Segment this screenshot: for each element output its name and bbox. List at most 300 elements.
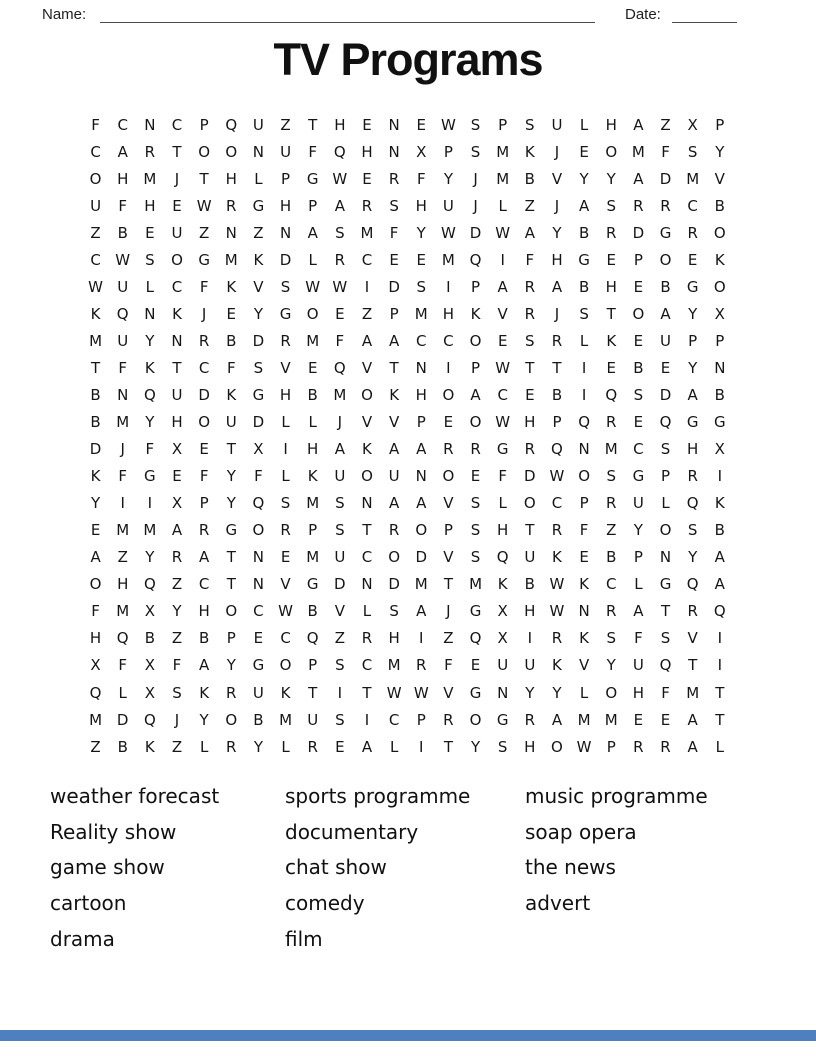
- grid-cell: K: [253, 250, 264, 269]
- grid-cell: M: [306, 331, 320, 350]
- grid-cell: K: [90, 467, 101, 486]
- grid-cell: G: [225, 521, 238, 540]
- grid-cell: T: [715, 683, 725, 702]
- grid-cell: C: [633, 440, 644, 459]
- word-item: advert: [525, 891, 591, 916]
- grid-cell: V: [280, 358, 291, 377]
- grid-cell: T: [443, 575, 453, 594]
- grid-cell: J: [554, 142, 560, 161]
- grid-cell: G: [144, 467, 156, 486]
- grid-cell: J: [473, 169, 478, 188]
- grid-cell: Z: [606, 521, 617, 540]
- grid-cell: U: [524, 656, 536, 675]
- grid-cell: R: [524, 304, 536, 323]
- grid-cell: A: [524, 223, 535, 242]
- grid-cell: P: [715, 115, 725, 134]
- grid-cell: A: [687, 737, 698, 756]
- grid-cell: L: [199, 737, 209, 756]
- grid-cell: P: [281, 169, 291, 188]
- grid-cell: I: [581, 358, 587, 377]
- grid-cell: I: [500, 250, 505, 269]
- grid-cell: X: [416, 142, 427, 161]
- grid-cell: Y: [606, 656, 616, 675]
- grid-cell: L: [362, 602, 372, 621]
- grid-cell: A: [687, 710, 698, 729]
- grid-cell: H: [497, 521, 509, 540]
- grid-cell: D: [388, 575, 400, 594]
- grid-cell: P: [633, 548, 643, 567]
- grid-cell: Q: [143, 385, 156, 404]
- grid-cell: B: [90, 413, 101, 432]
- grid-cell: H: [551, 250, 563, 269]
- grid-cell: S: [687, 521, 698, 540]
- grid-cell: O: [713, 223, 726, 242]
- grid-cell: F: [525, 250, 535, 269]
- grid-cell: O: [469, 413, 482, 432]
- word-item: comedy: [285, 891, 365, 916]
- grid-cell: V: [361, 358, 373, 377]
- grid-cell: K: [552, 656, 562, 675]
- grid-cell: G: [659, 223, 672, 242]
- grid-cell: P: [552, 413, 562, 432]
- grid-cell: E: [443, 413, 454, 432]
- grid-cell: H: [334, 115, 346, 134]
- grid-cell: C: [551, 494, 563, 513]
- grid-cell: R: [687, 223, 698, 242]
- grid-cell: M: [577, 710, 591, 729]
- grid-cell: W: [413, 683, 429, 702]
- grid-cell: B: [606, 548, 617, 567]
- grid-cell: C: [198, 358, 210, 377]
- grid-cell: A: [307, 223, 318, 242]
- grid-cell: Z: [198, 223, 210, 242]
- grid-cell: M: [604, 440, 618, 459]
- grid-cell: V: [443, 494, 454, 513]
- grid-cell: H: [442, 304, 455, 323]
- grid-cell: H: [198, 602, 210, 621]
- grid-cell: F: [634, 629, 643, 648]
- grid-cell: P: [688, 331, 698, 350]
- grid-cell: X: [714, 440, 725, 459]
- grid-cell: D: [388, 277, 400, 296]
- grid-cell: H: [605, 277, 617, 296]
- grid-cell: L: [118, 683, 127, 702]
- grid-cell: R: [443, 440, 454, 459]
- grid-cell: O: [225, 602, 238, 621]
- grid-cell: H: [89, 629, 102, 648]
- grid-cell: C: [117, 115, 128, 134]
- grid-cell: R: [524, 440, 536, 459]
- grid-cell: C: [280, 629, 291, 648]
- grid-cell: K: [714, 494, 725, 513]
- grid-cell: F: [389, 223, 399, 242]
- grid-cell: L: [579, 683, 589, 702]
- grid-cell: V: [578, 656, 590, 675]
- word-search-grid: [82, 111, 733, 760]
- page-title: TV Programs: [273, 34, 543, 85]
- grid-cell: K: [172, 304, 182, 323]
- grid-cell: S: [172, 683, 182, 702]
- grid-cell: X: [144, 656, 155, 675]
- grid-cell: S: [335, 656, 345, 675]
- grid-cell: P: [416, 710, 426, 729]
- grid-cell: R: [660, 737, 671, 756]
- grid-cell: R: [198, 331, 210, 350]
- grid-cell: E: [362, 115, 372, 134]
- grid-cell: R: [633, 737, 644, 756]
- word-item: cartoon: [50, 891, 127, 916]
- grid-cell: K: [90, 304, 101, 323]
- grid-cell: P: [471, 358, 481, 377]
- grid-cell: N: [279, 223, 292, 242]
- grid-cell: K: [280, 683, 291, 702]
- grid-cell: F: [118, 656, 128, 675]
- grid-cell: E: [633, 331, 644, 350]
- grid-cell: A: [361, 331, 373, 350]
- grid-cell: M: [686, 169, 700, 188]
- grid-cell: Y: [199, 710, 209, 729]
- grid-cell: S: [280, 277, 291, 296]
- grid-cell: A: [633, 169, 644, 188]
- grid-cell: G: [306, 575, 319, 594]
- grid-cell: S: [416, 277, 427, 296]
- grid-cell: E: [633, 710, 644, 729]
- grid-cell: R: [171, 548, 183, 567]
- grid-cell: R: [551, 521, 563, 540]
- grid-cell: S: [470, 494, 481, 513]
- grid-cell: X: [714, 304, 725, 323]
- grid-cell: Y: [688, 548, 698, 567]
- grid-cell: U: [497, 656, 509, 675]
- grid-cell: Q: [89, 683, 102, 702]
- grid-cell: E: [416, 115, 426, 134]
- grid-cell: U: [171, 223, 183, 242]
- word-item: documentary: [285, 819, 419, 844]
- grid-cell: M: [496, 169, 510, 188]
- grid-cell: Y: [172, 602, 182, 621]
- grid-cell: Y: [90, 494, 101, 513]
- grid-cell: R: [633, 196, 644, 215]
- grid-cell: H: [524, 602, 536, 621]
- grid-cell: R: [226, 196, 237, 215]
- grid-cell: C: [90, 250, 101, 269]
- grid-cell: Z: [253, 223, 264, 242]
- grid-cell: D: [279, 250, 292, 269]
- grid-cell: O: [198, 142, 211, 161]
- grid-cell: W: [305, 277, 321, 296]
- grid-cell: Y: [145, 548, 155, 567]
- grid-cell: M: [89, 331, 103, 350]
- grid-cell: S: [497, 737, 508, 756]
- grid-cell: I: [147, 494, 153, 513]
- grid-cell: Y: [606, 169, 616, 188]
- grid-cell: M: [116, 602, 130, 621]
- grid-cell: U: [388, 467, 400, 486]
- grid-cell: U: [632, 494, 644, 513]
- grid-cell: D: [632, 223, 645, 242]
- grid-cell: U: [334, 467, 346, 486]
- grid-cell: V: [551, 169, 563, 188]
- grid-cell: W: [332, 277, 348, 296]
- grid-cell: B: [117, 737, 128, 756]
- grid-cell: U: [307, 710, 319, 729]
- grid-cell: N: [497, 683, 509, 702]
- grid-cell: M: [116, 413, 130, 432]
- grid-cell: B: [714, 521, 725, 540]
- grid-cell: O: [415, 521, 428, 540]
- grid-cell: F: [91, 602, 100, 621]
- name-fill-in-line: [100, 4, 595, 23]
- grid-cell: B: [633, 358, 644, 377]
- grid-cell: M: [441, 250, 455, 269]
- grid-cell: O: [225, 710, 238, 729]
- grid-cell: H: [632, 683, 645, 702]
- grid-cell: T: [199, 169, 209, 188]
- grid-cell: U: [660, 331, 672, 350]
- grid-cell: O: [198, 413, 211, 432]
- grid-cell: A: [334, 440, 345, 459]
- grid-cell: Y: [443, 169, 453, 188]
- grid-cell: V: [443, 683, 454, 702]
- word-item: the news: [525, 855, 616, 880]
- grid-cell: D: [252, 413, 265, 432]
- grid-cell: A: [416, 494, 427, 513]
- grid-cell: Z: [171, 629, 183, 648]
- grid-cell: D: [198, 385, 210, 404]
- grid-cell: K: [226, 277, 237, 296]
- grid-cell: Q: [252, 494, 265, 513]
- grid-cell: Y: [253, 304, 263, 323]
- grid-cell: K: [524, 142, 535, 161]
- grid-cell: G: [469, 683, 482, 702]
- grid-cell: I: [446, 358, 451, 377]
- grid-cell: K: [579, 629, 590, 648]
- grid-cell: I: [581, 385, 587, 404]
- grid-cell: T: [362, 521, 372, 540]
- grid-cell: I: [717, 467, 723, 486]
- grid-cell: J: [174, 710, 180, 729]
- grid-cell: K: [389, 385, 400, 404]
- name-label: Name:: [42, 6, 87, 23]
- grid-cell: B: [551, 385, 563, 404]
- grid-cell: Q: [143, 575, 156, 594]
- grid-cell: U: [117, 277, 129, 296]
- grid-cell: X: [253, 440, 264, 459]
- grid-cell: H: [144, 196, 156, 215]
- grid-cell: B: [253, 710, 264, 729]
- grid-cell: Q: [333, 358, 346, 377]
- grid-cell: C: [497, 385, 508, 404]
- grid-cell: Q: [551, 440, 563, 459]
- grid-cell: L: [308, 250, 317, 269]
- grid-cell: O: [632, 304, 645, 323]
- word-item: Reality show: [50, 819, 177, 844]
- grid-cell: A: [388, 440, 400, 459]
- grid-cell: F: [172, 656, 182, 675]
- grid-cell: A: [199, 548, 210, 567]
- word-column-2: [285, 779, 470, 958]
- grid-cell: Q: [116, 304, 129, 323]
- grid-cell: O: [659, 521, 672, 540]
- grid-cell: M: [306, 548, 320, 567]
- grid-cell: T: [226, 575, 236, 594]
- grid-cell: E: [633, 413, 644, 432]
- grid-cell: R: [361, 629, 373, 648]
- grid-cell: E: [362, 169, 372, 188]
- grid-cell: A: [171, 521, 183, 540]
- grid-cell: Y: [226, 467, 236, 486]
- grid-cell: H: [415, 196, 427, 215]
- grid-cell: P: [443, 521, 453, 540]
- grid-cell: S: [253, 358, 264, 377]
- grid-cell: Y: [470, 737, 481, 756]
- grid-cell: O: [361, 467, 373, 486]
- grid-cell: O: [225, 142, 238, 161]
- grid-cell: A: [551, 277, 563, 296]
- grid-cell: P: [416, 413, 426, 432]
- grid-cell: V: [443, 548, 454, 567]
- grid-cell: U: [280, 142, 292, 161]
- grid-cell: E: [606, 358, 616, 377]
- grid-cell: F: [199, 277, 209, 296]
- grid-cell: Q: [578, 413, 590, 432]
- grid-cell: E: [633, 277, 644, 296]
- grid-cell: K: [144, 358, 155, 377]
- grid-cell: S: [660, 440, 671, 459]
- grid-cell: N: [225, 223, 237, 242]
- grid-cell: H: [361, 142, 373, 161]
- grid-cell: I: [120, 494, 125, 513]
- grid-cell: U: [90, 196, 102, 215]
- grid-cell: N: [144, 115, 156, 134]
- grid-cell: X: [144, 602, 155, 621]
- grid-cell: N: [252, 575, 265, 594]
- grid-cell: L: [661, 494, 670, 513]
- grid-cell: Y: [633, 521, 643, 540]
- grid-cell: U: [442, 196, 454, 215]
- grid-cell: H: [524, 413, 536, 432]
- grid-cell: K: [144, 737, 155, 756]
- grid-cell: G: [198, 250, 210, 269]
- grid-cell: M: [89, 710, 103, 729]
- grid-cell: E: [579, 142, 589, 161]
- grid-cell: U: [171, 385, 183, 404]
- grid-cell: A: [551, 710, 563, 729]
- word-item: sports programme: [285, 784, 471, 808]
- grid-cell: N: [252, 548, 265, 567]
- grid-cell: V: [253, 277, 264, 296]
- grid-cell: Z: [280, 115, 291, 134]
- grid-cell: L: [254, 169, 263, 188]
- grid-cell: G: [496, 440, 509, 459]
- grid-cell: N: [388, 115, 400, 134]
- grid-cell: U: [225, 413, 237, 432]
- grid-cell: R: [524, 710, 536, 729]
- grid-cell: P: [498, 115, 508, 134]
- grid-cell: F: [226, 358, 236, 377]
- grid-cell: L: [715, 737, 724, 756]
- grid-cell: U: [252, 115, 264, 134]
- grid-cell: E: [307, 358, 318, 377]
- grid-cell: Q: [469, 250, 482, 269]
- grid-cell: R: [307, 737, 318, 756]
- grid-cell: S: [335, 521, 345, 540]
- grid-cell: H: [117, 169, 129, 188]
- grid-cell: F: [118, 196, 128, 215]
- grid-cell: P: [606, 737, 616, 756]
- grid-cell: R: [687, 602, 698, 621]
- grid-cell: E: [280, 548, 291, 567]
- grid-cell: Q: [496, 548, 509, 567]
- word-item: chat show: [285, 855, 387, 880]
- grid-cell: N: [714, 358, 726, 377]
- grid-cell: Q: [659, 413, 672, 432]
- grid-cell: R: [606, 494, 617, 513]
- grid-cell: G: [252, 196, 265, 215]
- grid-cell: R: [416, 656, 427, 675]
- grid-cell: A: [117, 142, 128, 161]
- grid-cell: R: [144, 142, 156, 161]
- grid-cell: S: [633, 385, 644, 404]
- grid-cell: L: [498, 196, 507, 215]
- grid-cell: I: [337, 683, 343, 702]
- grid-cell: M: [224, 250, 238, 269]
- grid-cell: M: [496, 142, 510, 161]
- grid-cell: S: [579, 304, 589, 323]
- grid-cell: R: [687, 467, 698, 486]
- grid-cell: T: [688, 656, 698, 675]
- grid-cell: C: [443, 331, 454, 350]
- grid-cell: Z: [171, 575, 183, 594]
- grid-cell: S: [687, 142, 698, 161]
- grid-cell: A: [90, 548, 101, 567]
- grid-cell: O: [279, 656, 292, 675]
- grid-cell: L: [634, 575, 643, 594]
- grid-cell: B: [144, 629, 155, 648]
- grid-cell: W: [495, 223, 511, 242]
- word-item: weather forecast: [50, 784, 220, 808]
- grid-cell: D: [116, 710, 129, 729]
- grid-cell: S: [145, 250, 155, 269]
- grid-cell: A: [660, 304, 671, 323]
- grid-cell: M: [604, 710, 618, 729]
- grid-cell: T: [715, 710, 725, 729]
- grid-cell: O: [523, 494, 536, 513]
- grid-cell: D: [252, 331, 265, 350]
- grid-cell: E: [525, 385, 535, 404]
- grid-cell: Z: [443, 629, 454, 648]
- grid-cell: R: [606, 413, 617, 432]
- grid-cell: K: [579, 575, 590, 594]
- grid-cell: N: [361, 575, 373, 594]
- grid-cell: H: [415, 385, 427, 404]
- grid-cell: W: [549, 575, 565, 594]
- grid-cell: P: [308, 196, 318, 215]
- grid-cell: E: [579, 548, 589, 567]
- grid-cell: F: [199, 467, 209, 486]
- grid-cell: O: [605, 142, 618, 161]
- grid-cell: B: [90, 385, 101, 404]
- grid-cell: T: [226, 548, 236, 567]
- grid-cell: F: [91, 115, 100, 134]
- grid-cell: M: [414, 575, 428, 594]
- date-fill-in-line: [672, 4, 737, 23]
- grid-cell: K: [362, 440, 372, 459]
- grid-cell: S: [606, 467, 616, 486]
- grid-cell: W: [495, 358, 511, 377]
- grid-cell: Y: [715, 142, 725, 161]
- grid-cell: Q: [225, 115, 238, 134]
